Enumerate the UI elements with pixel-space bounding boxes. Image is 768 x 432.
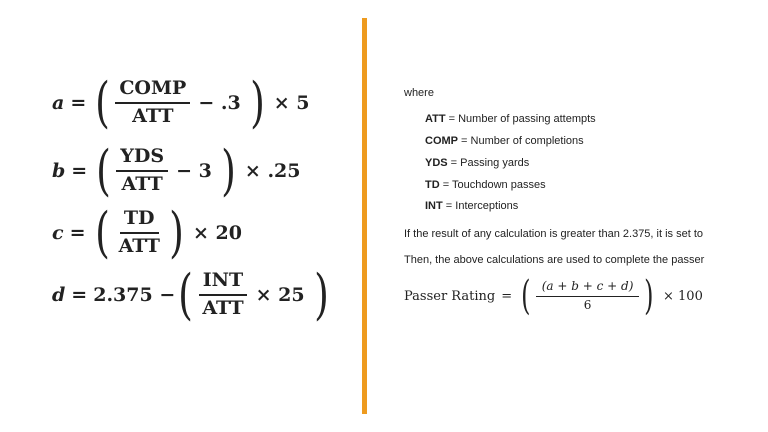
right-paren: ) [220,139,236,202]
left-paren: ( [96,139,112,202]
left-paren: ( [178,263,194,326]
passer-rating-formula [404,273,709,319]
term: COMP [425,135,458,147]
multiplier: × 100 [663,288,703,304]
outer-term: × 20 [192,222,242,244]
left-paren: ( [95,71,111,134]
lead-term: 2.375 − [93,284,176,306]
numerator: INT [199,270,247,296]
numerator: (a + b + c + d) [536,280,640,297]
equals-sign: = [70,92,87,114]
completion-note: Then, the above calculations are used to complete the passer [404,254,705,266]
numerator: COMP [115,78,190,104]
variable-a: a [52,92,65,114]
left-paren: ( [521,273,531,319]
variable-b: b [52,160,66,182]
description: = Interceptions [442,200,519,212]
term: INT [425,200,443,212]
description: = Number of completions [458,135,584,147]
numerator: TD [120,208,159,234]
term: YDS [425,157,448,169]
rating-label: Passer Rating [404,288,496,304]
definition-int [425,200,518,212]
fraction [198,270,247,320]
denominator: ATT [118,235,160,257]
equals-sign: = [71,160,88,182]
fraction [116,146,168,196]
numerator: YDS [116,146,168,172]
right-paren: ) [249,71,265,134]
denominator: ATT [132,105,174,127]
inner-term: − 3 [176,160,212,182]
definitions-panel [367,0,768,432]
definition-td [425,179,546,191]
right-paren: ) [644,273,654,319]
denominator: ATT [121,173,163,195]
variable-c: c [52,222,64,244]
right-paren: ) [169,201,184,264]
denominator: 6 [583,297,592,312]
fraction [536,280,640,313]
right-paren: ) [313,263,329,326]
description: = Touchdown passes [439,179,546,191]
inner-term: × 25 [255,284,305,306]
variable-d: d [52,284,66,306]
description: = Passing yards [447,157,530,169]
outer-term: × .25 [244,160,301,182]
equals-sign: = [69,222,86,244]
denominator: ATT [202,297,244,319]
outer-term: × 5 [273,92,310,114]
left-paren: ( [94,201,110,264]
cap-note: If the result of any calculation is greater than 2.375, it is set to [404,228,703,240]
term: ATT [425,113,446,125]
description: = Number of passing attempts [445,113,596,125]
where-label: where [404,87,434,99]
formula-b [52,139,307,202]
definition-comp [425,135,584,147]
equals-sign: = [501,288,513,304]
formula-c [52,201,248,264]
formula-a [52,71,316,134]
definition-yds [425,157,529,169]
fraction [115,208,164,258]
formula-panel [0,0,362,432]
fraction [115,78,190,128]
formula-d [52,263,332,326]
equals-sign: = [71,284,88,306]
term: TD [425,179,440,191]
inner-term: − .3 [198,92,241,114]
definition-att [425,113,596,125]
